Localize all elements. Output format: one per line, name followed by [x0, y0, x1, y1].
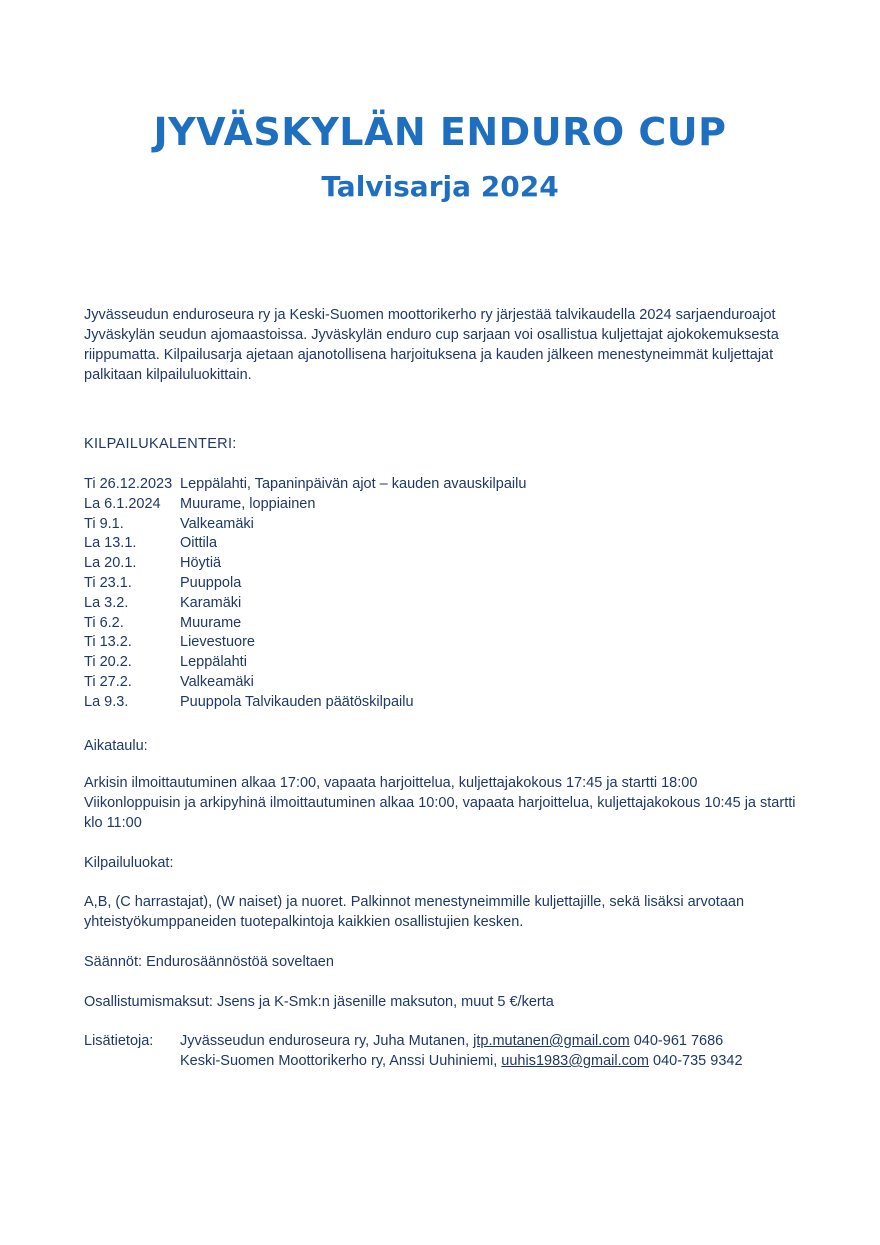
event-place: Muurame, loppiainen [180, 495, 316, 512]
email-link[interactable]: uuhis1983@gmail.com [501, 1053, 649, 1069]
calendar-item [84, 614, 804, 634]
event-date: Ti 23.1. [84, 574, 132, 591]
page-title: JYVÄSKYLÄN ENDURO CUP [153, 110, 727, 154]
event-place: Leppälahti [180, 654, 247, 671]
event-place: Lievestuore [180, 634, 255, 651]
calendar-item [84, 495, 804, 515]
calendar-item [84, 534, 804, 554]
event-place: Puuppola Talvikauden päätöskilpailu [180, 693, 414, 710]
event-place: Karamäki [180, 594, 242, 611]
schedule-weekend: Viikonloppuisin ja arkipyhinä ilmoittautuminen alkaa 10:00, vapaata harjoittelua, kuljettajakokous 10:45 ja startti klo 11:00 [84, 795, 796, 831]
calendar-item [84, 515, 804, 535]
calendar-item [84, 633, 804, 653]
calendar-item [84, 594, 804, 614]
calendar-item [84, 554, 804, 574]
event-place: Puuppola [180, 574, 242, 591]
schedule-weekday: Arkisin ilmoittautuminen alkaa 17:00, vapaata harjoittelua, kuljettajakokous 17:45 ja startti 18:00 [84, 775, 698, 791]
event-place: Valkeamäki [180, 673, 254, 690]
event-date: Ti 13.2. [84, 634, 132, 651]
event-date: Ti 9.1. [84, 515, 124, 532]
calendar-item [84, 574, 804, 594]
calendar-list [84, 475, 804, 713]
contact-label: Lisätietoja: [84, 1033, 154, 1049]
schedule-heading: Aikataulu: [84, 738, 148, 754]
contact-line [180, 1051, 743, 1071]
event-place: Leppälahti, Tapaninpäivän ajot – kauden avauskilpailu [180, 476, 527, 492]
event-date: Ti 6.2. [84, 614, 124, 631]
calendar-item [84, 693, 804, 713]
page-subtitle: Talvisarja 2024 [321, 170, 559, 203]
contact-section [84, 1031, 804, 1071]
intro-paragraph: Jyvässeudun enduroseura ry ja Keski-Suomen moottorikerho ry järjestää talvikaudella 2024 sarjaenduroajot Jyväskylän seudun ajomaastoissa. Jyväskylän enduro cup sarjaan voi osallistua kuljettajat ajokokemuksesta riippumatta. Kilpailusarja ajetaan ajanotollisena harjoituksena ja kauden jälkeen menestyneimmät kuljettajat palkitaan kilpailuluokittain. [84, 307, 779, 383]
event-date: La 9.3. [84, 693, 129, 710]
event-date: La 20.1. [84, 555, 137, 572]
event-place: Oittila [180, 535, 218, 552]
contact-phone: 040-961 7686 [633, 1033, 724, 1049]
event-date: Ti 20.2. [84, 654, 132, 671]
event-place: Höytiä [180, 555, 222, 572]
rules-text: Säännöt: Endurosäännöstöä soveltaen [84, 954, 334, 970]
calendar-item [84, 673, 804, 693]
classes-heading: Kilpailuluokat: [84, 855, 174, 871]
classes-text: A,B, (C harrastajat), (W naiset) ja nuoret. Palkinnot menestyneimmille kuljettajille, sekä lisäksi arvotaan yhteistyökumppaneiden tuotepalkintoja kaikkien osallistujien kesken. [84, 894, 745, 930]
contact-phone: 040-735 9342 [653, 1053, 743, 1069]
contact-line [180, 1031, 743, 1051]
calendar-heading: KILPAILUKALENTERI: [84, 436, 237, 452]
event-date: La 6.1.2024 [84, 495, 161, 512]
fees-text: Osallistumismaksut: Jsens ja K-Smk:n jäsenille maksuton, muut 5 €/kerta [84, 994, 554, 1010]
email-link[interactable]: jtp.mutanen@gmail.com [473, 1033, 630, 1049]
event-place: Valkeamäki [180, 515, 254, 532]
event-place: Muurame [180, 614, 242, 631]
contact-org: Jyvässeudun enduroseura ry, Juha Mutanen, [180, 1033, 470, 1049]
contact-org: Keski-Suomen Moottorikerho ry, Anssi Uuhiniemi, [180, 1053, 498, 1069]
event-date: La 13.1. [84, 535, 137, 552]
contact-lines [180, 1031, 743, 1071]
event-date: Ti 27.2. [84, 673, 132, 690]
calendar-item [84, 475, 804, 495]
calendar-item [84, 653, 804, 673]
event-date: La 3.2. [84, 594, 129, 611]
schedule-block [84, 773, 804, 833]
event-date: Ti 26.12.2023 [84, 476, 173, 492]
